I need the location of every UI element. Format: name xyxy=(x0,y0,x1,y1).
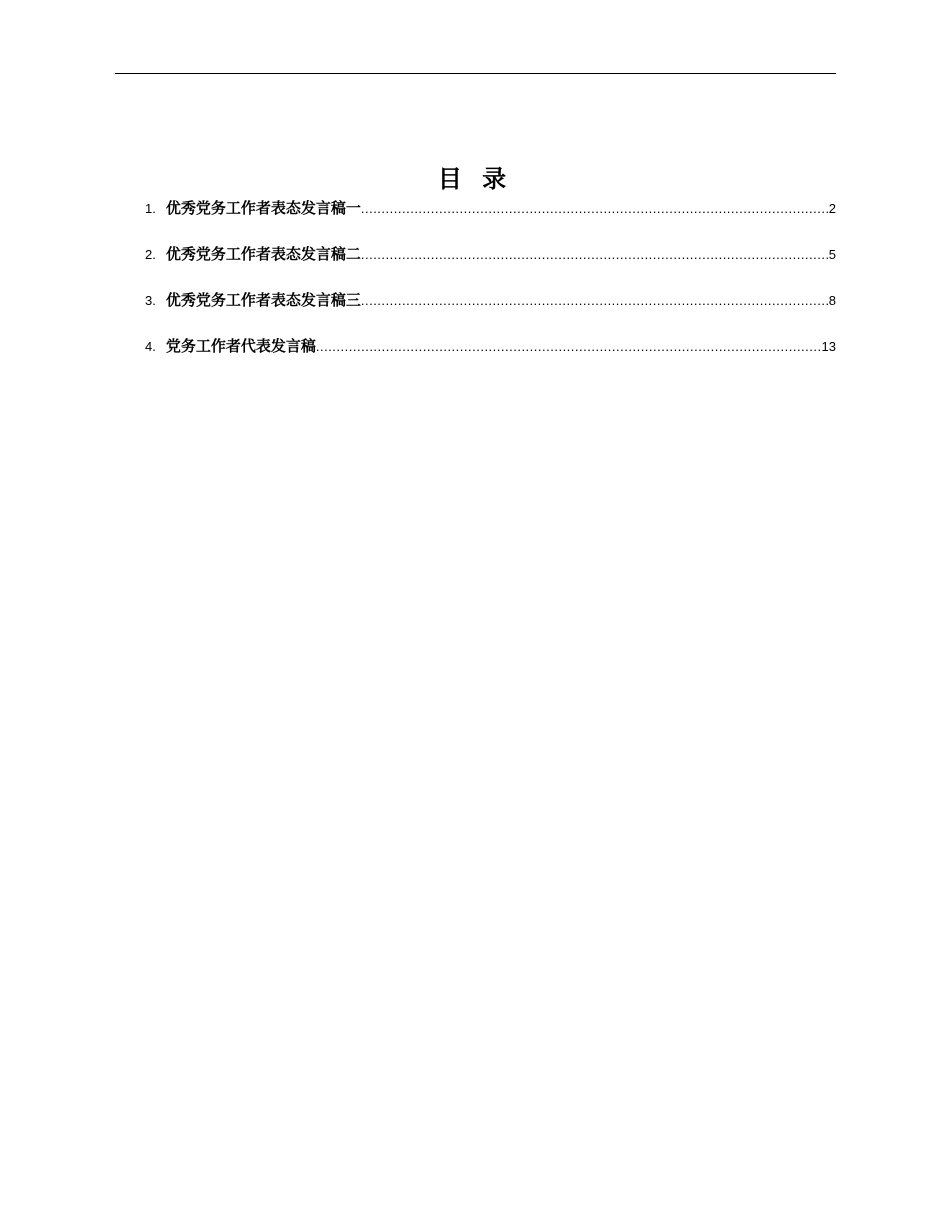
toc-dot-leader xyxy=(361,245,829,265)
toc-entry-title[interactable]: 优秀党务工作者表态发言稿三 xyxy=(165,291,361,309)
toc-entry-title[interactable]: 党务工作者代表发言稿 xyxy=(165,337,316,355)
toc-entry-number: 3. xyxy=(145,293,156,308)
toc-entry[interactable] xyxy=(145,336,836,382)
toc-entry-page[interactable]: 5 xyxy=(828,247,836,262)
toc-entry-number: 1. xyxy=(145,201,156,216)
toc-entry-page[interactable]: 2 xyxy=(828,201,836,216)
toc-entry-title[interactable]: 优秀党务工作者表态发言稿二 xyxy=(165,245,361,263)
toc-entry-title[interactable]: 优秀党务工作者表态发言稿一 xyxy=(165,199,361,217)
toc-entry-page[interactable]: 8 xyxy=(828,293,836,308)
toc-entry[interactable] xyxy=(145,198,836,244)
toc-entry-page[interactable]: 13 xyxy=(821,339,836,354)
toc-dot-leader xyxy=(316,337,822,357)
toc-entry-number: 2. xyxy=(145,247,156,262)
toc-list xyxy=(145,198,836,382)
toc-dot-leader xyxy=(361,199,829,219)
toc-dot-leader xyxy=(361,291,829,311)
toc-entry[interactable] xyxy=(145,290,836,336)
toc-entry-number: 4. xyxy=(145,339,156,354)
toc-entry[interactable] xyxy=(145,244,836,290)
toc-title: 目 录 xyxy=(437,164,513,193)
header-rule xyxy=(115,73,836,74)
